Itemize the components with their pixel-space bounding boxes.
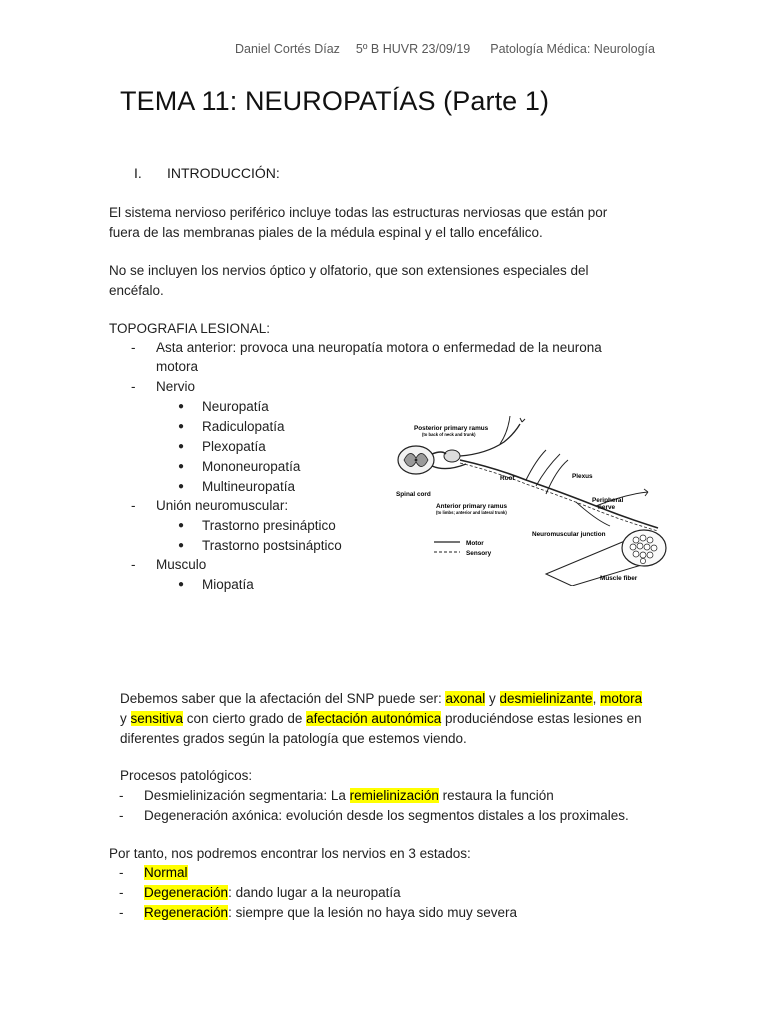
text-span: Debemos saber que la afectación del SNP puede ser:: [120, 691, 446, 706]
label-root: Root: [500, 475, 515, 482]
header-subject: Patología Médica: Neurología: [490, 42, 655, 56]
highlight-remielinizacion: remielinización: [349, 788, 439, 803]
dash-marker: -: [119, 905, 124, 920]
label-peripheral: Peripheral: [592, 497, 624, 504]
sub-item-miopatia: Miopatía: [202, 577, 254, 592]
section-heading: [134, 165, 280, 181]
spinal-cord-shape: [398, 446, 434, 474]
text-span: : siempre que la lesión no haya sido muy severa: [228, 905, 517, 920]
label-plexus: Plexus: [572, 473, 593, 480]
bullet-marker: ●: [178, 481, 185, 492]
header-course: 5º B HUVR 23/09/19: [355, 42, 471, 56]
topography-item-asta: Asta anterior: provoca una neuropatía motora o enfermedad de la neurona: [156, 340, 602, 355]
text-span: : dando lugar a la neuropatía: [228, 885, 401, 900]
highlight-regeneracion: Regeneración: [144, 905, 229, 920]
text-line: No se incluyen los nervios óptico y olfatorio, que son extensiones especiales del: [109, 263, 589, 278]
sub-item-presinaptico: Trastorno presináptico: [202, 518, 336, 533]
label-spinal-cord: Spinal cord: [396, 491, 431, 498]
sub-item-multineuropatia: Multineuropatía: [202, 479, 296, 494]
bullet-marker: ●: [178, 540, 185, 551]
label-muscle-fiber: Muscle fiber: [600, 575, 638, 582]
dash-marker: -: [131, 340, 136, 355]
page-title: TEMA 11: NEUROPATÍAS (Parte 1): [120, 86, 550, 116]
dash-marker: -: [131, 498, 136, 513]
label-motor: Motor: [466, 540, 484, 547]
label-nerve: nerve: [598, 504, 616, 511]
highlight-degeneracion: Degeneración: [144, 885, 229, 900]
intro-paragraph-2: [109, 261, 589, 301]
text-line: fuera de las membranas piales de la médula espinal y el tallo encefálico.: [109, 225, 543, 240]
highlight-motora: motora: [600, 691, 643, 706]
label-posterior-ramus: Posterior primary ramus: [414, 425, 489, 432]
dash-marker: -: [119, 788, 124, 803]
pns-anatomy-figure: [396, 410, 678, 586]
header-author: Daniel Cortés Díaz: [235, 42, 340, 56]
estados-heading: Por tanto, nos podremos encontrar los nervios en 3 estados:: [109, 846, 471, 861]
text-line: diferentes grados según la patología que estemos viendo.: [120, 731, 467, 746]
sub-item-postsinaptico: Trastorno postsináptico: [202, 538, 342, 553]
dash-marker: -: [131, 379, 136, 394]
intro-paragraph-1: [109, 203, 607, 243]
topography-item-union: Unión neuromuscular:: [156, 498, 289, 513]
section-number: I.: [134, 165, 142, 181]
topography-heading: TOPOGRAFIA LESIONAL:: [109, 321, 271, 336]
text-span: produciéndose estas lesiones en: [441, 711, 642, 726]
topography-item-nervio: Nervio: [156, 379, 196, 394]
estado-degeneracion: [144, 883, 401, 903]
affectation-paragraph: [120, 689, 642, 749]
dash-marker: -: [119, 885, 124, 900]
highlight-desmielinizante: desmielinizante: [499, 691, 593, 706]
sub-item-mononeuropatia: Mononeuropatía: [202, 459, 301, 474]
dash-marker: -: [119, 808, 124, 823]
dash-marker: -: [131, 557, 136, 572]
proceso-item-degeneracion-axonica: Degeneración axónica: evolución desde los segmentos distales a los proximales.: [144, 808, 629, 823]
text-line: El sistema nervioso periférico incluye todas las estructuras nerviosas que están por: [109, 205, 608, 220]
label-anterior-ramus: Anterior primary ramus: [436, 503, 508, 510]
highlight-autonomica: afectación autonómica: [306, 711, 442, 726]
highlight-sensitiva: sensitiva: [130, 711, 184, 726]
label-nmj: Neuromuscular junction: [532, 531, 606, 538]
dash-marker: -: [119, 865, 124, 880]
text-line: [120, 709, 642, 729]
estado-regeneracion: [144, 903, 517, 923]
topography-item-musculo: Musculo: [156, 557, 207, 572]
text-line: encéfalo.: [109, 283, 164, 298]
text-span: Desmielinización segmentaria: La: [144, 788, 350, 803]
label-sensory: Sensory: [466, 550, 492, 557]
bullet-marker: ●: [178, 579, 185, 590]
bullet-marker: ●: [178, 461, 185, 472]
text-line: [120, 689, 642, 709]
bullet-marker: ●: [178, 441, 185, 452]
text-span: y: [120, 711, 131, 726]
bullet-marker: ●: [178, 401, 185, 412]
highlight-normal: Normal: [144, 865, 188, 880]
sub-item-radiculopatia: Radiculopatía: [202, 419, 285, 434]
sub-item-neuropatia: Neuropatía: [202, 399, 269, 414]
procesos-heading: Procesos patológicos:: [120, 768, 253, 783]
bullet-marker: ●: [178, 520, 185, 531]
proceso-item-desmielinizacion: [144, 786, 554, 806]
text-span: ,: [592, 691, 601, 706]
page-header: [235, 42, 655, 56]
label-posterior-sub: (to back of neck and trunk): [422, 432, 476, 437]
label-anterior-sub: (to limbs; anterior and lateral trunk): [436, 510, 507, 515]
highlight-axonal: axonal: [445, 691, 486, 706]
text-span: restaura la función: [438, 788, 554, 803]
sub-item-plexopatia: Plexopatía: [202, 439, 266, 454]
bullet-marker: ●: [178, 421, 185, 432]
section-label: INTRODUCCIÓN:: [167, 165, 280, 181]
estado-normal: [144, 863, 188, 883]
ganglion-shape: [444, 450, 460, 462]
text-span: y: [485, 691, 500, 706]
text-span: con cierto grado de: [183, 711, 307, 726]
topography-item-asta-cont: motora: [156, 359, 199, 374]
